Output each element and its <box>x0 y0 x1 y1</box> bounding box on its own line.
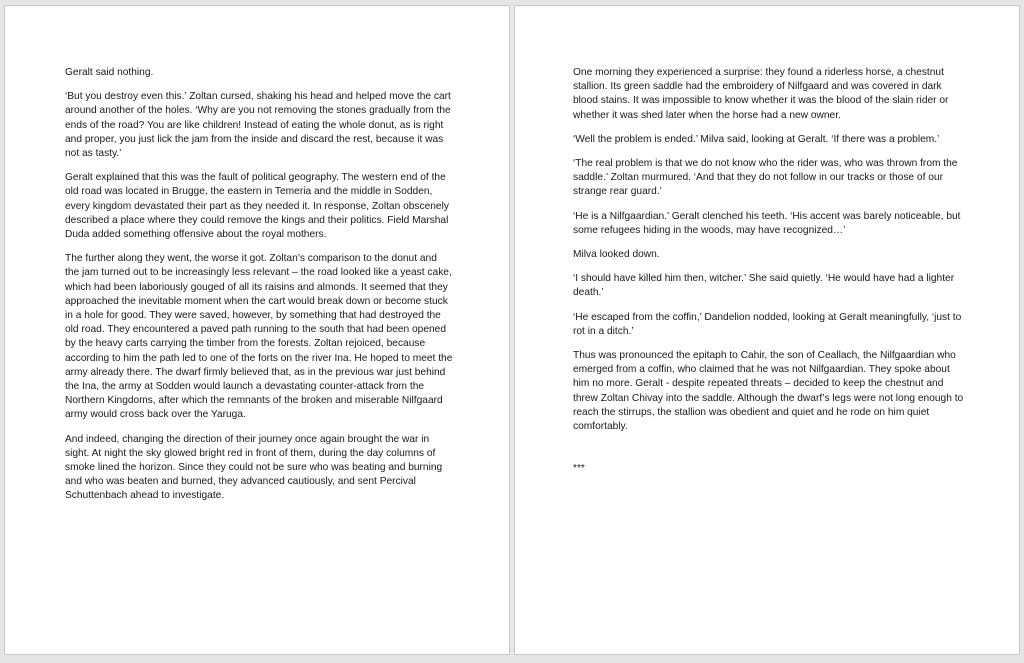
paragraph: Milva looked down. <box>573 249 660 261</box>
paragraph: And indeed, changing the direction of their journey once again brought the war in sight. At night the sky glowed bright red in front of them, during the day columns of smoke lined the horizon. Since they could not be sure who was beating and burning and who was beaten and burned, they advanced cautiously, and sent Percival Schuttenbach ahead to investigate. <box>65 433 443 502</box>
paragraph: ‘He is a Nilfgaardian.’ Geralt clenched his teeth. ‘His accent was barely noticeable, but some refugees hiding in the woods, may have recognized…’ <box>573 210 961 236</box>
section-separator: *** <box>573 463 585 475</box>
paragraph: Thus was pronounced the epitaph to Cahir, the son of Ceallach, the Nilfgaardian who emerged from a coffin, who claimed that he was not Nilfgaardian. They spoke about him no more. Geralt - despite repeated threats – decided to keep the chestnut and threw Zoltan Chivay into the saddle. Although the dwarf’s legs were not long enough to reach the stirrups, the stallion was obedient and quiet and he rode on him quiet comfortably. <box>573 350 964 433</box>
paragraph: One morning they experienced a surprise: they found a riderless horse, a chestnut stallion. Its green saddle had the embroidery of Nilfgaard and was covered in dark blood stains. It was impossible to know whether it was the blood of the slain rider or whether it was shed later when the horse had a new owner. <box>573 67 949 121</box>
paragraph: ‘I should have killed him then, witcher.’ She said quietly. ‘He would have had a lighter death.’ <box>573 273 955 299</box>
paragraph: Geralt explained that this was the fault of political geography. The western end of the old road was located in Brugge, the eastern in Temeria and the middle in Sodden, every kingdom devastated their part as they needed it. In response, Zoltan obscenely described a place where they could remove the kings and their politics. Field Marshal Duda added something offensive about the royal mothers. <box>65 172 449 241</box>
paragraph: ‘Well the problem is ended.’ Milva said, looking at Geralt. ‘If there was a problem.’ <box>573 133 940 145</box>
document-page-right <box>514 5 1020 655</box>
paragraph: ‘He escaped from the coffin,’ Dandelion nodded, looking at Geralt meaningfully, ‘just to rot in a ditch.’ <box>573 311 962 337</box>
document-page-left <box>4 5 510 655</box>
paragraph: Geralt said nothing. <box>65 67 154 78</box>
paragraph: ‘But you destroy even this.’ Zoltan cursed, shaking his head and helped move the cart around another of the holes. ‘Why are you not removing the stones gradually from the ends of the road? You are like children! Instead of eating the whole donut, as is right and proper, you just lick the jam from the inside and discard the rest, because it was not as tasty.’ <box>65 91 451 160</box>
page-text-left <box>65 66 453 514</box>
paragraph: ‘The real problem is that we do not know who the rider was, who was thrown from the saddle.’ Zoltan murmured. ‘And that they do not follow in our tracks or those of our strange rear guard.’ <box>573 158 958 198</box>
page-text-right <box>573 66 965 486</box>
paragraph: The further along they went, the worse it got. Zoltan’s comparison to the donut and the jam turned out to be increasingly less relevant – the road looked like a yeast cake, which had been laboriously gouged of all its raisins and almonds. It seemed that they approached the inevitable moment when the cart would break down or become stuck in a hole for good. They were saved, however, by something that had destroyed the old road. They encountered a paved path running to the south that had been opened by the heavy carts carrying the timber from the forests. Zoltan rejoiced, because according to him the path led to one of the forts on the river Ina. He hoped to meet the army already there. The dwarf firmly believed that, as in the previous war just behind the Ina, the army at Sodden would launch a devastating counter-attack from the Northern Kingdoms, after which the remnants of the broken and miserable Nilfgaard army would cross back over the Yaruga. <box>65 253 453 421</box>
